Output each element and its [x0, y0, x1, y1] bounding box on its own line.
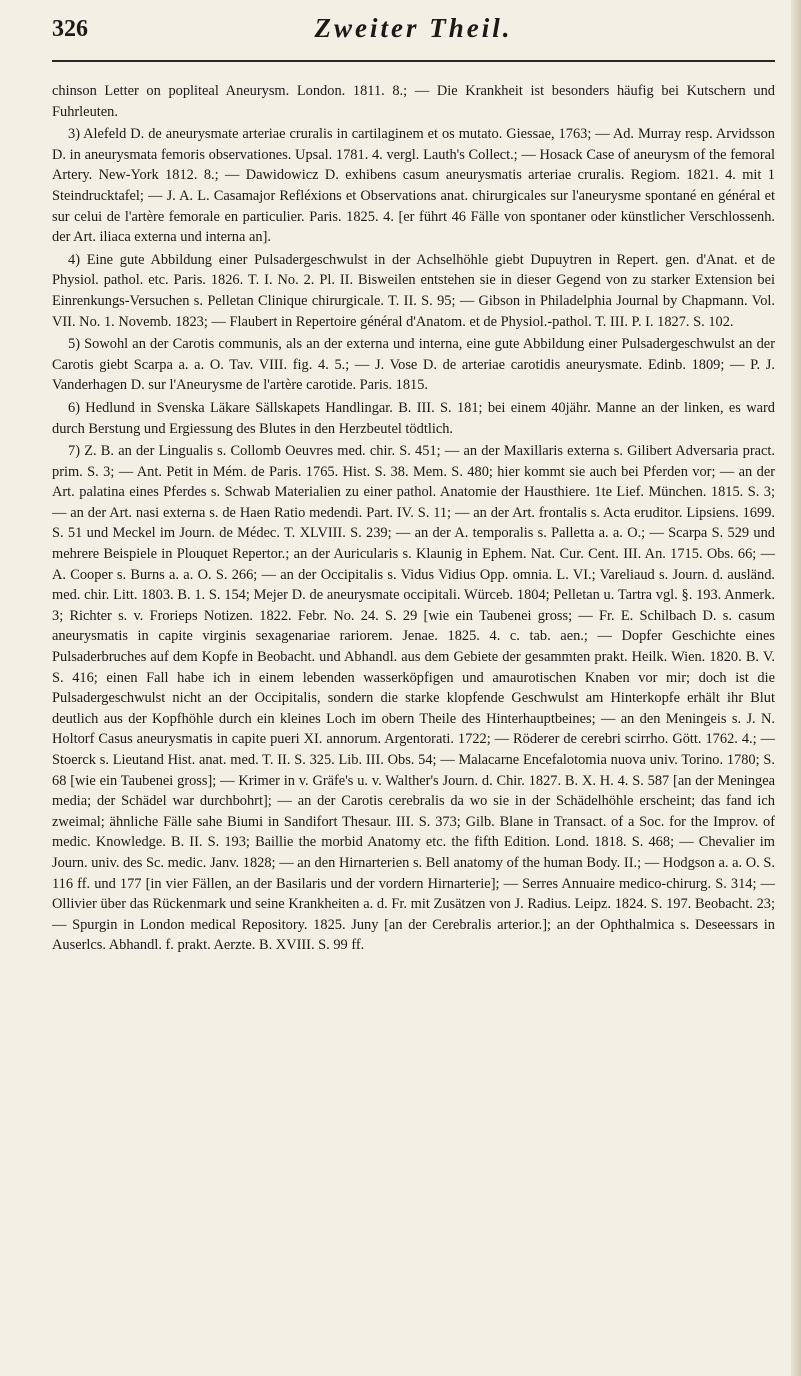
- footnote-4: 4) Eine gute Abbildung einer Pulsadergeschwulst in der Achselhöhle giebt Dupuytren in Repert. gen. d'Anat. et de Physiol. pathol. etc. Paris. 1826. T. I. No. 2. Pl. II. Bisweilen entstehen sie in dieser Gegend von zu starker Extension bei Einrenkungs-Versuchen s. Pelletan Clinique chirurgicale. T. II. S. 95; — Gibson in Philadelphia Journal by Chapmann. Vol. VII. No. 1. Novemb. 1823; — Flaubert in Repertoire général d'Anatom. et de Physiol.-pathol. T. III. P. I. 1827. S. 102.: [52, 251, 775, 330]
- footnote-6: 6) Hedlund in Svenska Läkare Sällskapets Handlingar. B. III. S. 181; bei einem 40jähr. Manne an der linken, es ward durch Berstung und Ergiessung des Blutes in den Herzbeutel tödtlich.: [52, 399, 775, 437]
- footnote-7: 7) Z. B. an der Lingualis s. Collomb Oeuvres med. chir. S. 451; — an der Maxillaris externa s. Gilibert Adversaria pract. prim. S. 3; — Ant. Petit in Mém. de Paris. 1765. Hist. S. 38. Mem. S. 480; hier kommt sie auch bei Pferden vor; — an der Art. palatina eines Pferdes s. Schwab Materialien zu einer pathol. Anatomie der Hausthiere. 1te Lief. München. 1815. S. 3; — an der Art. nasi externa s. de Haen Ratio medendi. Part. IV. S. 11; — an der Art. frontalis s. Acta eruditor. Lipsiens. 1699. S. 51 und Meckel im Journ. de Médec. T. XLVIII. S. 239; — an der A. temporalis s. Palletta a. a. O.; — Scarpa S. 529 und mehrere Beispiele in Plouquet Repertor.; an der Auricularis s. Klaunig in Ephem. Nat. Cur. Cent. III. An. 1715. Obs. 66; — A. Cooper s. Burns a. a. O. S. 266; — an der Occipitalis s. Vidus Vidius Opp. omnia. L. VI.; Vareliaud s. Journ. d. ausländ. med. chir. Litt. 1803. B. 1. S. 154; Mejer D. de aneurysmate occipitali. Würceb. 1804; Pelletan u. Tartra vgl. §. 193. Anmerk. 3; Richter s. v. Frorieps Notizen. 1822. Febr. No. 24. S. 29 [wie ein Taubenei gross; — Fr. E. Schilbach D. s. casum aneurysmatis in capite virginis sexagenariae rariorem. Jenae. 1825. 4. c. tab. aen.; — Dopfer Geschichte eines Pulsaderbruches auf dem Kopfe in Beobacht. und Abhandl. aus dem Gebiete der gesammten prakt. Heilk. Wien. 1820. B. V. S. 416; einen Fall habe ich in einem lebenden wasserköpfigen und amaurotischen Knaben vor mir; doch ist die Pulsadergeschwulst nicht an der Occipitalis, sondern die starke klopfende Geschwulst am Hinterkopfe erhält ihr Blut deutlich aus der Kopfhöhle durch ein kleines Loch im obern Theile des Hinterhauptbeines; — an den Meningeis s. J. N. Holtorf Casus aneurysmatis in capite pueri XI. annorum. Argentorati. 1722; — Röderer de cerebri scirrho. Gött. 1762. 4.; — Stoerck s. Lieutand Hist. anat. med. T. II. S. 325. Lib. III. Obs. 54; — Malacarne Encefalotomia nuova univ. Torino. 1780; S. 68 [wie ein Taubenei gross]; — Krimer in v. Gräfe's u. v. Walther's Journ. d. Chir. 1827. B. X. H. 4. S. 587 [an der Meningea media; der Schädel war durchbohrt]; — an der Carotis cerebralis da wo sie in der Schädelhöhle erscheint; das fand ich zweimal; ähnliche Fälle sahe Biumi in Sandifort Thesaur. III. S. 373; Gilb. Blane in Transact. of a Soc. for the Improv. of medic. Knowledge. B. II. S. 193; Baillie the morbid Anatomy etc. the fifth Edition. Lond. 1818. S. 468; — Chevalier im Journ. univ. des Sc. medic. Janv. 1828; — an den Hirnarterien s. Bell anatomy of the human Body. II.; — Hodgson a. a. O. S. 116 ff. und 177 [in vier Fällen, an der Basilaris und der vordern Hirnarterie]; — Serres Annuaire medico-chirurg. S. 314; — Ollivier über das Rückenmark und seine Krankheiten a. d. Fr. mit Zusätzen von J. Radius. Leipz. 1824. S. 197. Beobacht. 23; — Spurgin in London medical Repository. 1825. Juny [an der Cerebralis arterior.]; an der Ophthalmica s. Deseessars in Auserlcs. Abhandl. f. prakt. Aerzte. B. XVIII. S. 99 ff.: [52, 443, 775, 954]
- body-text: [52, 62, 775, 956]
- running-title: Zweiter Theil.: [314, 13, 513, 43]
- footnote-5: 5) Sowohl an der Carotis communis, als an der externa und interna, eine gute Abbildung einer Pulsadergeschwulst an der Carotis giebt Scarpa a. a. O. Tav. VIII. fig. 4. 5.; — J. Vose D. de arteriae carotidis aneurysmate. Edinb. 1809; — P. J. Vanderhagen D. sur l'Aneurysme de l'artère carotide. Paris. 1815.: [52, 336, 775, 394]
- page-header: [52, 0, 775, 62]
- paragraph-continuation: chinson Letter on popliteal Aneurysm. London. 1811. 8.; — Die Krankheit ist besonders häufig bei Kutschern und Fuhrleuten.: [52, 83, 775, 120]
- footnote-3: 3) Alefeld D. de aneurysmate arteriae cruralis in cartilaginem et os mutato. Giessae, 1763; — Ad. Murray resp. Arvidsson D. in aneurysmata femoris observationes. Upsal. 1781. 4. vergl. Lauth's Collect.; — Hosack Case of aneurysm of the femoral Artery. New-York 1812. 8.; — Dawidowicz D. exhibens casum aneurysmatis arteriae cruralis. Regiom. 1821. 4. mit 1 Steindrucktafel; — J. A. L. Casamajor Refléxions et Observations anat. chirurgicales sur l'aneurysme spontané en général et sur celui de l'artère femorale en particulier. Paris. 1825. 4. [er führt 46 Fälle von spontaner oder künstlicher Verschlossenh. der Art. iliaca externa und interna an].: [52, 126, 775, 246]
- page-number: 326: [52, 16, 88, 42]
- page-edge: [791, 0, 801, 1376]
